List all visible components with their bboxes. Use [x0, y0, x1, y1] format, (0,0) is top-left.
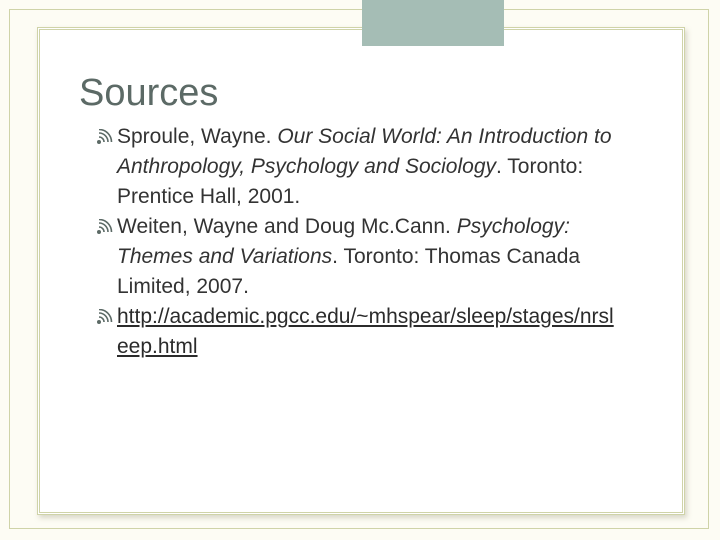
- wifi-signal-bullet-icon: [96, 219, 114, 235]
- sources-list: [96, 122, 616, 362]
- source-author: Sproule, Wayne.: [117, 125, 272, 148]
- wifi-signal-bullet-icon: [96, 129, 114, 145]
- source-publication: . Toronto: Prentice Hall, 2001.: [117, 155, 584, 208]
- slide-title: Sources: [79, 72, 219, 114]
- source-book-title: Our Social World: An Introduction to Anthropology, Psychology and Sociology: [117, 125, 612, 178]
- wifi-signal-bullet-icon: [96, 309, 114, 325]
- source-item-url: [96, 302, 616, 362]
- source-url-link[interactable]: http://academic.pgcc.edu/~mhspear/sleep/stages/nrsleep.html: [117, 305, 614, 358]
- source-publication: . Toronto: Thomas Canada Limited, 2007.: [117, 245, 581, 298]
- source-book-title: Psychology: Themes and Variations: [117, 215, 570, 268]
- accent-bar: [362, 0, 504, 46]
- source-author: Weiten, Wayne and Doug Mc.Cann.: [117, 215, 451, 238]
- source-item-sproule: [96, 122, 616, 212]
- source-item-weiten: [96, 212, 616, 302]
